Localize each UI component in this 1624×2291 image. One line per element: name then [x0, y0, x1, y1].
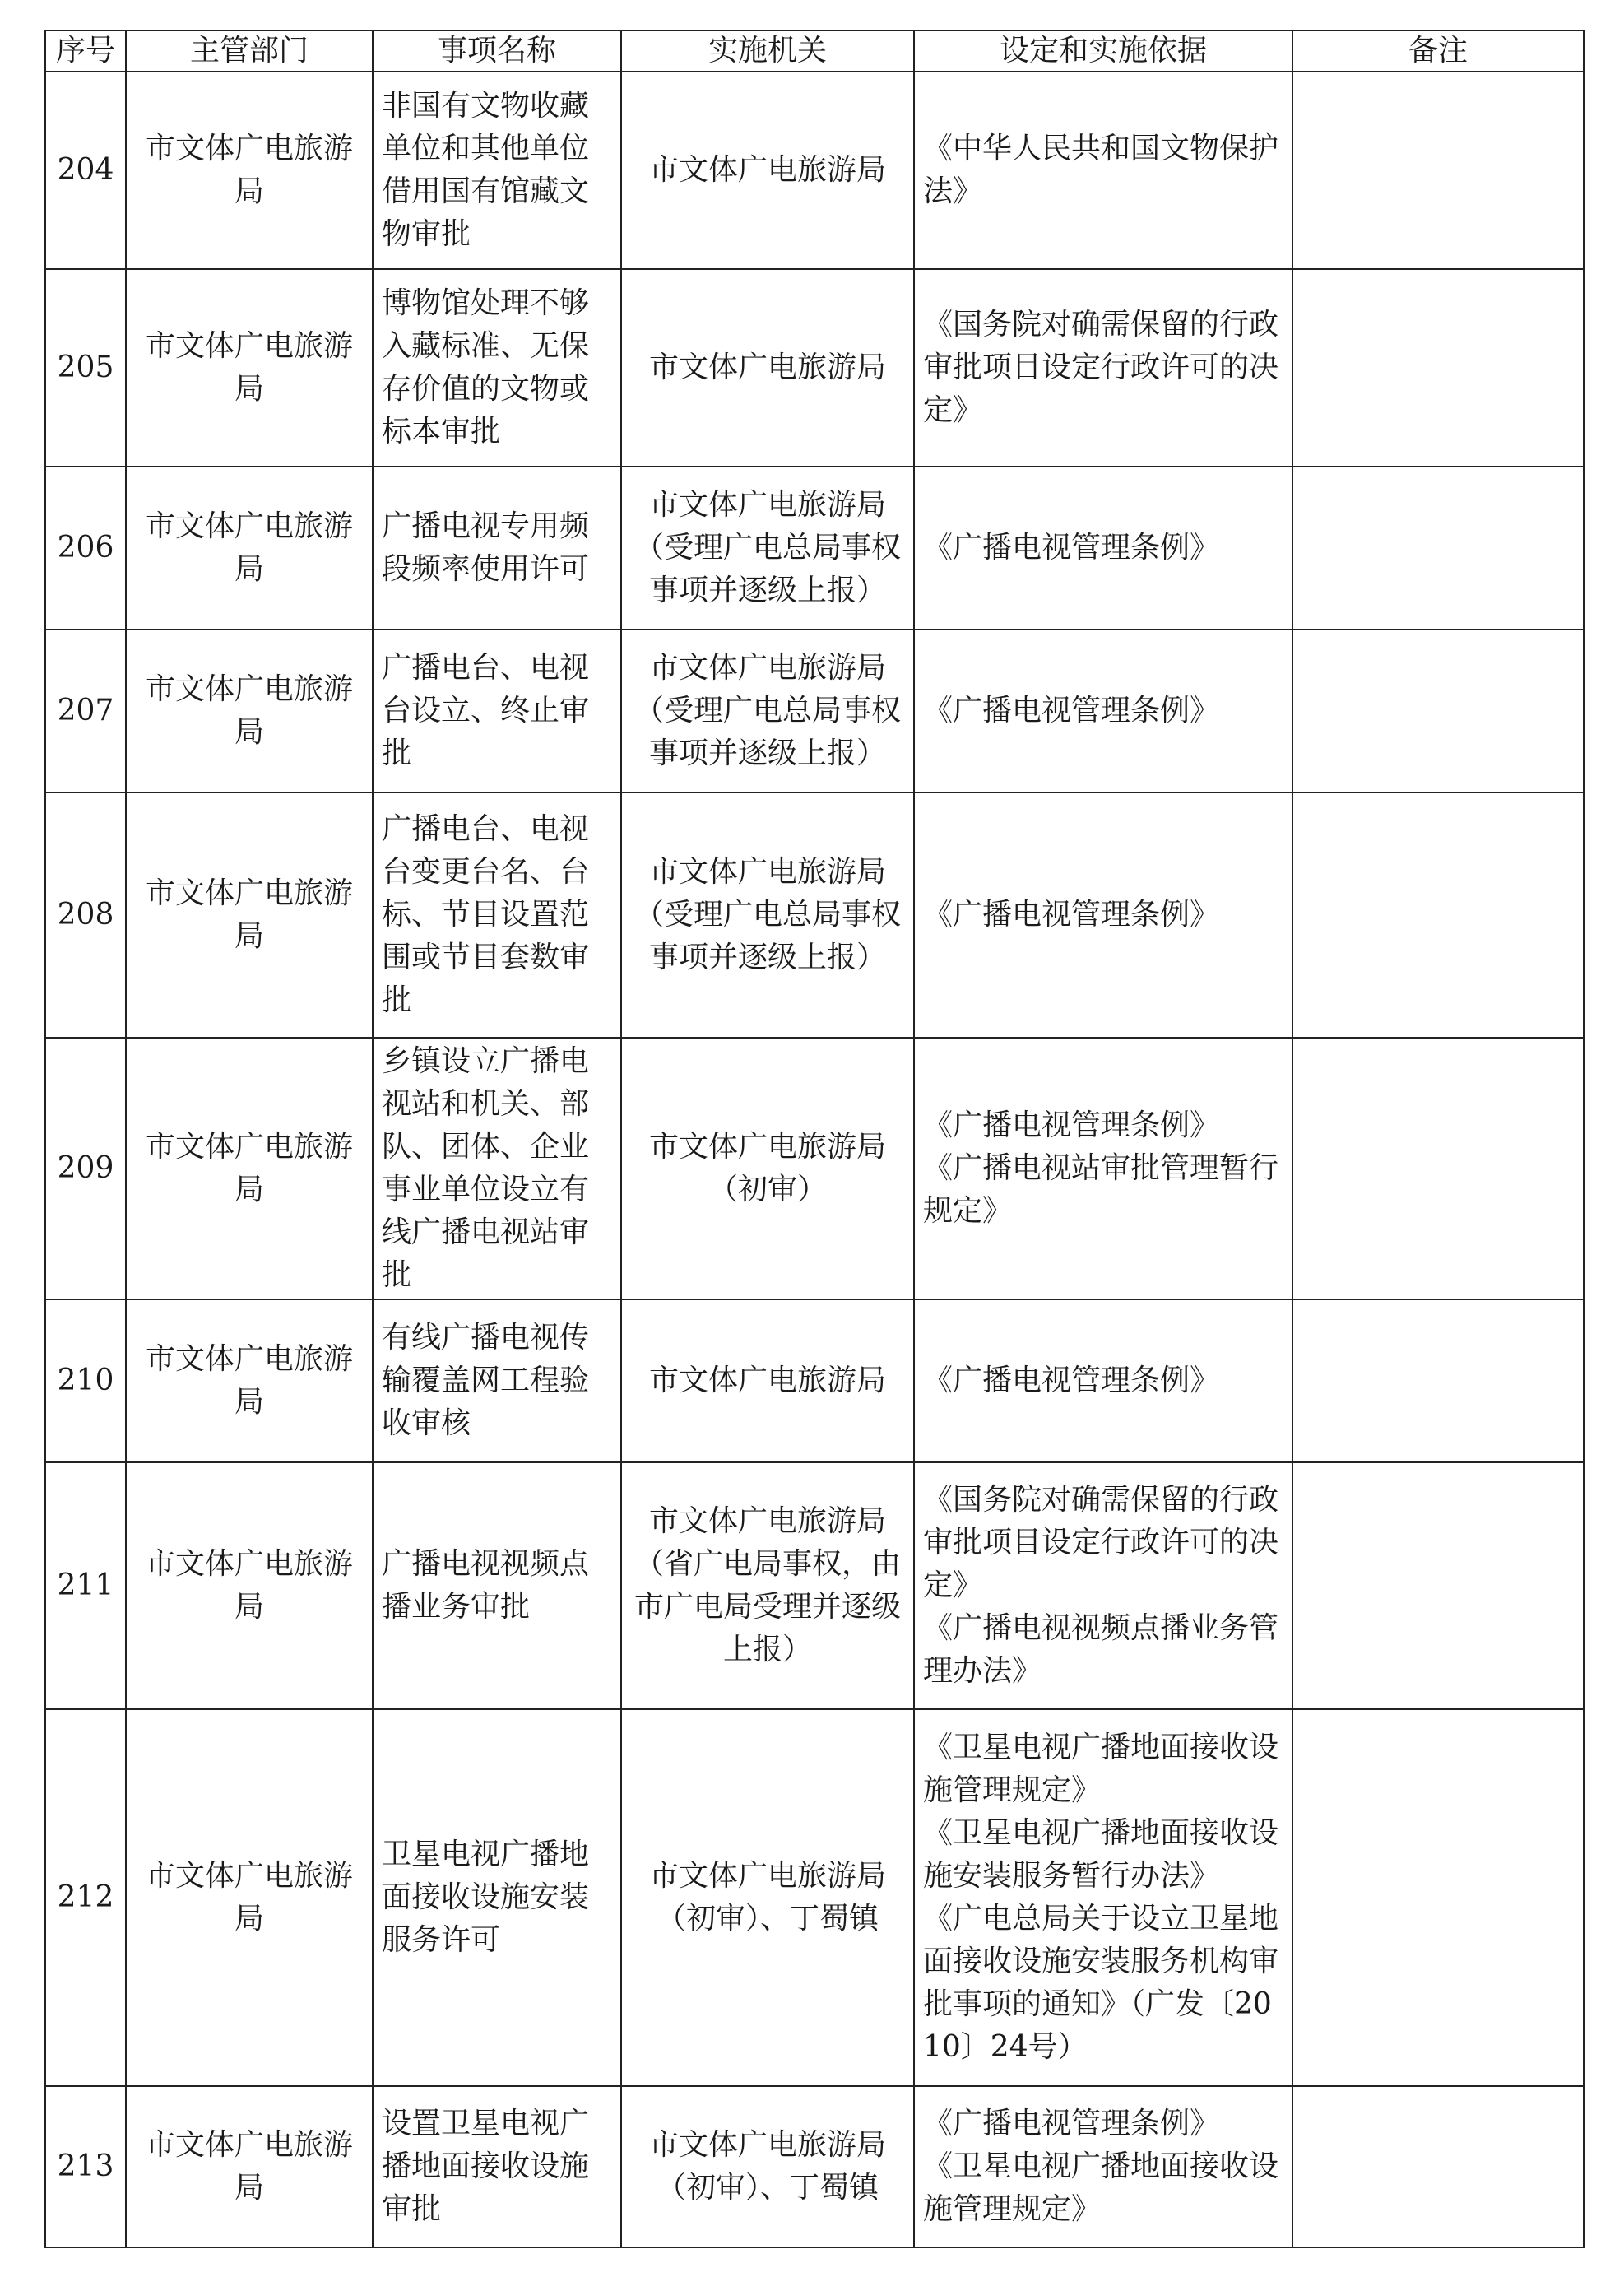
cell-item: 广播电台、电视台设立、终止审批 [373, 630, 621, 792]
cell-dept: 市文体广电旅游局 [126, 72, 373, 269]
cell-org [621, 792, 914, 1038]
cell-org-line: （受理广电总局事权事项并逐级上报） [633, 531, 901, 607]
cell-dept: 市文体广电旅游局 [126, 1299, 373, 1462]
cell-org-line: 市文体广电旅游局 [648, 1859, 886, 1893]
cell-org-line: （初审）、丁蜀镇 [656, 1902, 879, 1936]
cell-org-line: 市文体广电旅游局 [648, 2128, 886, 2162]
cell-basis-line: 《广播电视管理条例》 [923, 2107, 1220, 2140]
cell-basis-line: 《广播电视管理条例》 [923, 1364, 1220, 1397]
table-row [45, 269, 1584, 467]
cell-org-line: 市文体广电旅游局 [648, 488, 886, 522]
cell-item: 广播电台、电视台变更台名、台标、节目设置范围或节目套数审批 [373, 792, 621, 1038]
cell-basis [914, 1709, 1292, 2086]
table-row [45, 1462, 1584, 1709]
cell-basis [914, 630, 1292, 792]
cell-item: 有线广播电视传输覆盖网工程验收审核 [373, 1299, 621, 1462]
cell-org [621, 269, 914, 467]
cell-no: 213 [45, 2086, 126, 2247]
cell-note [1292, 630, 1584, 792]
cell-basis-line: 《广播电视管理条例》 [923, 898, 1220, 932]
cell-item: 博物馆处理不够入藏标准、无保存价值的文物或标本审批 [373, 269, 621, 467]
table-row [45, 1299, 1584, 1462]
cell-dept: 市文体广电旅游局 [126, 1462, 373, 1709]
cell-org-line: （受理广电总局事权事项并逐级上报） [633, 694, 901, 770]
header-note: 备注 [1292, 30, 1584, 72]
cell-org-line: 市文体广电旅游局 [648, 153, 886, 187]
cell-org [621, 1709, 914, 2086]
cell-basis-line: 《国务院对确需保留的行政审批项目设定行政许可的决定》 [923, 308, 1279, 427]
cell-org-line: （省广电局事权，由市广电局受理并逐级上报） [633, 1547, 901, 1666]
cell-org-line: 市文体广电旅游局 [648, 651, 886, 685]
table-row [45, 630, 1584, 792]
cell-item: 卫星电视广播地面接收设施安装服务许可 [373, 1709, 621, 2086]
cell-basis [914, 1038, 1292, 1299]
cell-org-line: （初审）、丁蜀镇 [656, 2171, 879, 2205]
cell-note [1292, 1299, 1584, 1462]
cell-item: 设置卫星电视广播地面接收设施审批 [373, 2086, 621, 2247]
cell-note [1292, 792, 1584, 1038]
cell-basis [914, 269, 1292, 467]
cell-org-line: 市文体广电旅游局 [648, 1504, 886, 1538]
cell-no: 205 [45, 269, 126, 467]
cell-item: 非国有文物收藏单位和其他单位借用国有馆藏文物审批 [373, 72, 621, 269]
cell-org-line: （受理广电总局事权事项并逐级上报） [633, 898, 901, 974]
cell-item: 广播电视专用频段频率使用许可 [373, 467, 621, 630]
cell-basis [914, 72, 1292, 269]
cell-basis-line: 《卫星电视广播地面接收设施管理规定》 [923, 1731, 1279, 1807]
cell-org [621, 1038, 914, 1299]
table-row [45, 1709, 1584, 2086]
cell-no: 206 [45, 467, 126, 630]
cell-dept: 市文体广电旅游局 [126, 792, 373, 1038]
header-no: 序号 [45, 30, 126, 72]
cell-org [621, 2086, 914, 2247]
cell-note [1292, 1462, 1584, 1709]
cell-basis-line: 《广播电视管理条例》 [923, 1108, 1220, 1142]
cell-dept: 市文体广电旅游局 [126, 467, 373, 630]
cell-org-line: 市文体广电旅游局 [648, 855, 886, 889]
cell-dept: 市文体广电旅游局 [126, 1709, 373, 2086]
cell-note [1292, 467, 1584, 630]
cell-dept: 市文体广电旅游局 [126, 630, 373, 792]
cell-org [621, 72, 914, 269]
cell-note [1292, 269, 1584, 467]
cell-no: 207 [45, 630, 126, 792]
approval-items-table [44, 30, 1585, 2248]
cell-org [621, 1462, 914, 1709]
cell-org-line: 市文体广电旅游局 [648, 1364, 886, 1397]
cell-basis [914, 1462, 1292, 1709]
cell-no: 209 [45, 1038, 126, 1299]
cell-basis-line: 《广播电视管理条例》 [923, 694, 1220, 727]
cell-basis [914, 2086, 1292, 2247]
cell-basis-line: 《中华人民共和国文物保护法》 [923, 132, 1279, 208]
cell-basis [914, 792, 1292, 1038]
cell-basis-line: 《国务院对确需保留的行政审批项目设定行政许可的决定》 [923, 1483, 1279, 1602]
table-row [45, 2086, 1584, 2247]
cell-basis-line: 《卫星电视广播地面接收设施管理规定》 [923, 2149, 1279, 2226]
table-row [45, 792, 1584, 1038]
table-body [45, 72, 1584, 2247]
cell-dept: 市文体广电旅游局 [126, 1038, 373, 1299]
cell-no: 204 [45, 72, 126, 269]
table-header [45, 30, 1584, 72]
cell-basis-line: 《卫星电视广播地面接收设施安装服务暂行办法》 [923, 1816, 1279, 1893]
header-basis: 设定和实施依据 [914, 30, 1292, 72]
cell-no: 212 [45, 1709, 126, 2086]
table-row [45, 72, 1584, 269]
header-org: 实施机关 [621, 30, 914, 72]
cell-note [1292, 1038, 1584, 1299]
cell-item: 乡镇设立广播电视站和机关、部队、团体、企业事业单位设立有线广播电视站审批 [373, 1038, 621, 1299]
cell-no: 208 [45, 792, 126, 1038]
cell-basis-line: 《广电总局关于设立卫星地面接收设施安装服务机构审批事项的通知》（广发〔2010〕24号） [923, 1902, 1279, 2064]
cell-org [621, 467, 914, 630]
header-row [45, 30, 1584, 72]
cell-no: 210 [45, 1299, 126, 1462]
header-item: 事项名称 [373, 30, 621, 72]
cell-org-line: 市文体广电旅游局 [648, 1130, 886, 1164]
cell-dept: 市文体广电旅游局 [126, 269, 373, 467]
cell-basis-line: 《广播电视管理条例》 [923, 531, 1220, 565]
cell-basis [914, 467, 1292, 630]
table-row [45, 467, 1584, 630]
cell-org-line: 市文体广电旅游局 [648, 351, 886, 384]
cell-item: 广播电视视频点播业务审批 [373, 1462, 621, 1709]
table-row [45, 1038, 1584, 1299]
cell-no: 211 [45, 1462, 126, 1709]
cell-org [621, 1299, 914, 1462]
cell-note [1292, 72, 1584, 269]
cell-org-line: （初审） [708, 1173, 827, 1206]
header-dept: 主管部门 [126, 30, 373, 72]
cell-note [1292, 1709, 1584, 2086]
cell-basis [914, 1299, 1292, 1462]
cell-dept: 市文体广电旅游局 [126, 2086, 373, 2247]
cell-note [1292, 2086, 1584, 2247]
cell-basis-line: 《广播电视站审批管理暂行规定》 [923, 1151, 1279, 1228]
cell-basis-line: 《广播电视视频点播业务管理办法》 [923, 1611, 1279, 1688]
cell-org [621, 630, 914, 792]
